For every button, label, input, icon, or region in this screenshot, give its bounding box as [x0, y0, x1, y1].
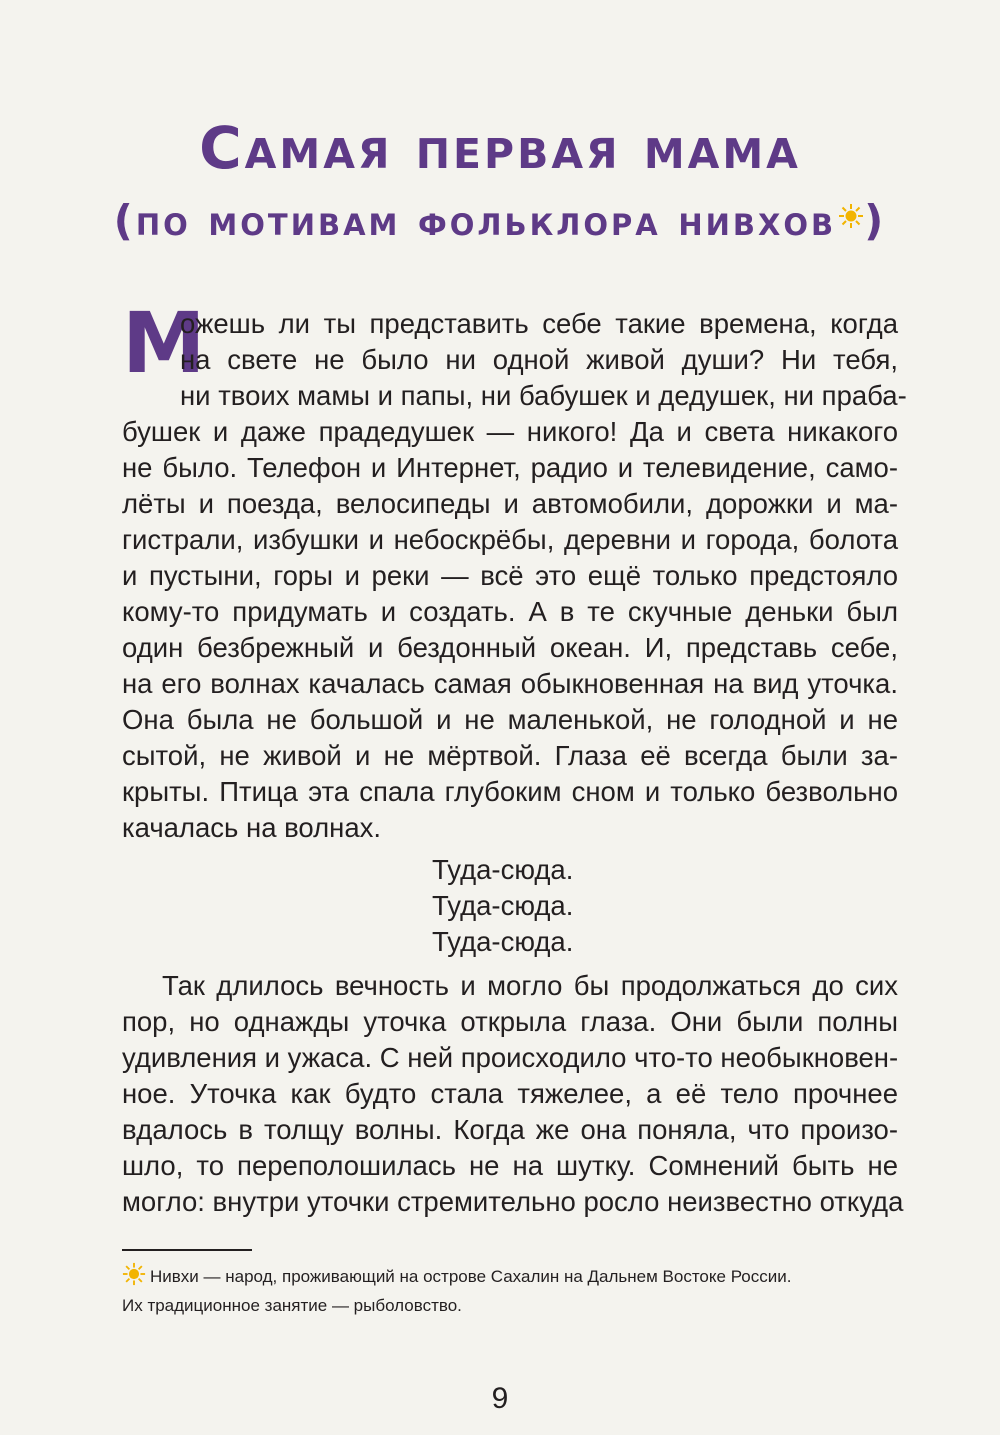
text-line: гистрали, избушки и небоскрёбы, деревни и города, болота	[122, 524, 898, 555]
footnote-line-1: Нивхи — народ, проживающий на острове Сахалин на Дальнем Востоке России.	[150, 1266, 792, 1286]
title-line-2	[0, 192, 1000, 250]
text-line: могло: внутри уточки стремительно росло неизвестно откуда	[122, 1186, 904, 1217]
text-line: бушек и даже прадедушек — никого! Да и света никакого	[122, 416, 898, 447]
text-line: ожешь ли ты представить себе такие времена, когда	[180, 308, 898, 339]
paragraph-1	[122, 294, 907, 846]
page-title	[0, 112, 1000, 250]
text-line: и пустыни, горы и реки — всё это ещё только предстояло	[122, 560, 898, 591]
verse	[432, 852, 573, 960]
verse-line: Туда-сюда.	[432, 890, 574, 921]
title-line-2-close: )	[864, 196, 887, 245]
text-line: кому-то придумать и создать. А в те скучные деньки был	[122, 596, 898, 627]
title-line-2-text: (по мотивам фольклора нивхов	[113, 196, 837, 245]
text-line: Она была не большой и не маленькой, не голодной и не	[122, 704, 898, 735]
text-line: на его волнах качалась самая обыкновенная на вид уточка.	[122, 668, 898, 699]
text-line: удивления и ужаса. С ней происходило что-то необыкновен-	[122, 1042, 899, 1073]
text-line: Так длилось вечность и могло бы продолжаться до сих	[162, 970, 898, 1001]
footnote	[122, 1262, 902, 1318]
footnote-line-2: Их традиционное занятие — рыболовство.	[122, 1296, 462, 1315]
drop-cap: М	[122, 294, 206, 392]
verse-line: Туда-сюда.	[432, 854, 574, 885]
text-line: ное. Уточка как будто стала тяжелее, а её тело прочнее	[122, 1078, 898, 1109]
text-line: на свете не было ни одной живой души? Ни тебя,	[180, 344, 898, 375]
text-line: пор, но однажды уточка открыла глаза. Они были полны	[122, 1006, 898, 1037]
verse-line: Туда-сюда.	[432, 926, 574, 957]
text-line: качалась на волнах.	[122, 812, 382, 843]
text-line: крыты. Птица эта спала глубоким сном и только безвольно	[122, 776, 898, 807]
text-line: шло, то переполошилась не на шутку. Сомнений быть не	[122, 1150, 898, 1181]
sun-icon	[122, 1262, 146, 1293]
text-line: один безбрежный и бездонный океан. И, представь себе,	[122, 632, 898, 663]
text-line: не было. Телефон и Интернет, радио и телевидение, само-	[122, 452, 898, 483]
sun-icon	[838, 186, 864, 244]
footnote-line-1-row	[122, 1262, 902, 1293]
text-line: вдалось в толщу волны. Когда же она поняла, что произо-	[122, 1114, 898, 1145]
title-line-1: Самая первая мама	[199, 114, 801, 182]
paragraph-2	[122, 968, 904, 1220]
text-line: лёты и поезда, велосипеды и автомобили, дорожки и ма-	[122, 488, 898, 519]
page-number: 9	[491, 1382, 509, 1415]
text-line: ни твоих мамы и папы, ни бабушек и дедушек, ни праба-	[180, 380, 907, 411]
text-line: сытой, не живой и не мёртвой. Глаза её всегда были за-	[122, 740, 898, 771]
footnote-divider	[122, 1249, 252, 1251]
